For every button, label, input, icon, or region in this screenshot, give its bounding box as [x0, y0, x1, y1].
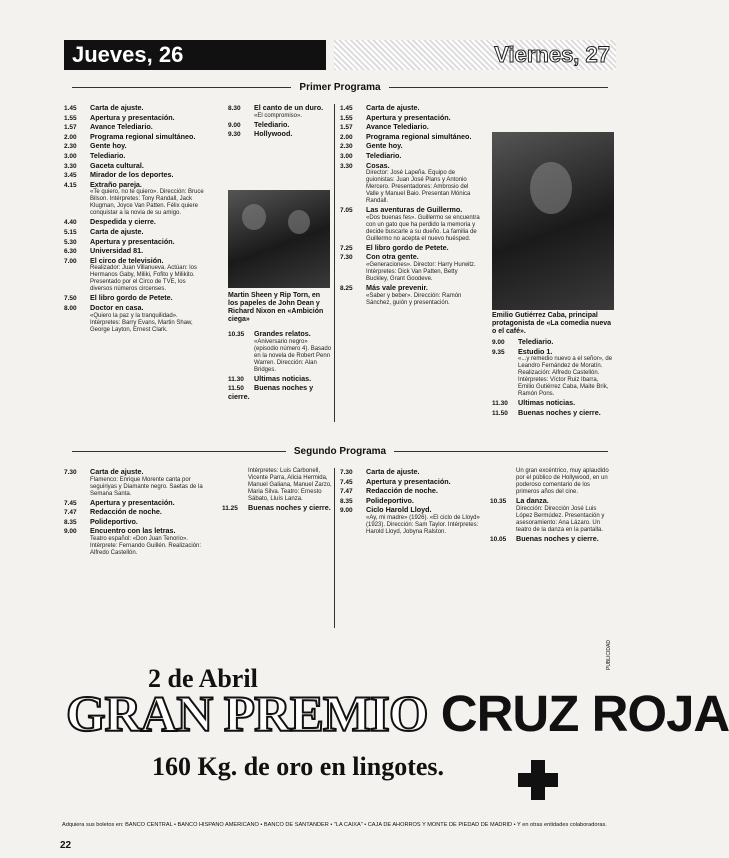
program-time: 2.00 — [340, 133, 353, 141]
program-time: 11.50 — [492, 409, 508, 417]
program-title: Ciclo Harold Lloyd. — [366, 505, 432, 515]
program-time: 9.00 — [64, 528, 77, 536]
program-time: 8.25 — [340, 284, 353, 292]
program-time: 8.30 — [228, 105, 241, 112]
program-entry — [64, 238, 204, 247]
program-time: 7.05 — [340, 207, 353, 215]
program-title: El circo de televisión. — [90, 255, 164, 265]
program-time: 11.30 — [492, 400, 508, 408]
band-first-program — [64, 78, 616, 96]
program-title: Ultimas noticias. — [518, 398, 576, 408]
program-time: 11.50 — [228, 385, 244, 393]
program-entry — [64, 133, 204, 142]
photo-ambicion-ciega-caption: Martin Sheen y Rip Torn, en los papeles de John Dean y Richard Nixon en «Ambición ciega» — [228, 292, 324, 323]
program-entry — [64, 162, 204, 171]
program-title: El canto de un duro. — [254, 103, 324, 112]
program-entry — [492, 338, 616, 347]
day-header-friday: Viernes, 27 — [334, 40, 616, 70]
program-description: Flamenco: Enrique Morente canta por seguiriyas y Diamante negro. Saetas de la Semana Santa. — [90, 476, 203, 497]
program-time: 1.57 — [64, 124, 77, 132]
program-title: Redacción de noche. — [90, 507, 162, 517]
program-entry — [228, 330, 332, 374]
program-time: 7.00 — [64, 257, 77, 265]
program-entry — [64, 114, 204, 123]
program-title: Telediario. — [518, 337, 554, 346]
program-time: 2.30 — [64, 143, 77, 151]
program-description: Director: José Lapeña. Equipo de guionistas: Juan José Plans y Antonio Mercero. Presentadores: Ambrosio del Valle y Manuel Baio. Presentan Mónica Randall. — [366, 170, 471, 205]
program-title: Universidad 81. — [90, 246, 144, 256]
program-title: Mirador de los deportes. — [90, 170, 174, 180]
program-title: Carta de ajuste. — [90, 467, 144, 476]
program-entry — [64, 527, 214, 557]
program-entry — [64, 152, 204, 161]
program-entry — [340, 468, 480, 477]
program-time: 3.30 — [340, 162, 353, 170]
program-entry — [64, 468, 214, 498]
program-entry — [64, 294, 204, 303]
program-time: 2.00 — [64, 133, 77, 141]
program-time: 1.55 — [64, 114, 77, 122]
program-entry — [228, 130, 332, 139]
thursday-first-program-col1 — [64, 104, 204, 335]
program-entry — [340, 104, 480, 113]
program-time: 6.30 — [64, 248, 77, 256]
ad-date: 2 de Abril — [148, 664, 258, 693]
program-entry — [490, 535, 614, 544]
program-entry — [340, 284, 480, 307]
program-title: Buenas noches y cierre. — [248, 503, 331, 512]
program-description: Teatro español: «Don Juan Tenorio». Intérprete: Fernando Guillén. Realización: Alfredo Castellón. — [90, 535, 202, 556]
band-second-program — [64, 442, 616, 460]
program-title: Buenas noches y cierre. — [228, 383, 314, 401]
program-title: La danza. — [516, 496, 549, 505]
program-entry — [340, 478, 480, 487]
program-title: Buenas noches y cierre. — [518, 407, 601, 417]
program-entry — [228, 375, 332, 384]
program-entry — [492, 409, 616, 418]
program-entry — [64, 257, 204, 294]
program-title: Gente hoy. — [90, 141, 127, 151]
program-time: 2.30 — [340, 143, 353, 151]
program-title: Polideportivo. — [90, 516, 138, 526]
program-entry — [340, 162, 480, 206]
program-entry — [492, 399, 616, 408]
ad-headline — [66, 684, 729, 744]
program-description: Un gran excéntrico, muy aplaudido por el público de Hollywood, en un poderoso comentario de los primeros años del cine. — [516, 468, 609, 495]
program-time: 3.00 — [64, 152, 77, 160]
program-title: Apertura y presentación. — [90, 236, 175, 246]
program-time: 8.35 — [340, 497, 353, 505]
program-title: Ultimas noticias. — [254, 373, 312, 383]
program-title: Doctor en casa. — [90, 302, 144, 312]
program-description: «Aniversario negro» (episodio número 4). Basado en la novela de Robert Penn Warren. Dirección: Alan Bridges. — [254, 338, 332, 373]
program-title: Telediario. — [366, 150, 402, 160]
thursday-second-program-col2 — [222, 468, 332, 514]
program-time: 7.25 — [340, 244, 353, 252]
program-title: Redacción de noche. — [366, 486, 438, 496]
thursday-first-program-col2-top — [228, 104, 332, 140]
program-entry — [64, 304, 204, 334]
program-title: Apertura y presentación. — [366, 112, 451, 122]
program-entry — [340, 152, 480, 161]
program-time: 3.00 — [340, 152, 353, 160]
program-entry — [64, 104, 204, 113]
program-title: Apertura y presentación. — [366, 476, 451, 486]
thursday-second-program-col1 — [64, 468, 214, 558]
program-time: 9.35 — [492, 348, 505, 356]
program-entry — [340, 487, 480, 496]
band-first-label: Primer Programa — [299, 81, 381, 93]
program-time: 1.45 — [64, 105, 77, 112]
program-time: 10.35 — [228, 331, 245, 338]
program-entry — [228, 121, 332, 130]
program-entry — [222, 468, 332, 503]
program-title: Gente hoy. — [366, 141, 403, 151]
program-time: 7.45 — [64, 499, 77, 507]
program-entry — [64, 218, 204, 227]
program-description: Dirección: Dirección José Luis López Bermúdez. Presentación y asesoramiento: Ana Lázaro. Un teatro de la danza en la pantalla. — [516, 505, 605, 533]
program-entry — [64, 518, 214, 527]
program-title: Hollywood. — [254, 129, 293, 139]
program-title: Carta de ajuste. — [366, 103, 420, 112]
friday-first-program-col1 — [340, 104, 480, 308]
program-title: Extraño pareja. — [90, 179, 142, 189]
program-time: 5.15 — [64, 228, 77, 236]
program-title: Apertura y presentación. — [90, 497, 175, 507]
program-entry — [490, 468, 614, 496]
red-cross-icon — [518, 760, 558, 800]
program-title: Programa regional simultáneo. — [366, 131, 472, 141]
side-label: PUBLICIDAD — [606, 640, 612, 671]
program-entry — [340, 253, 480, 283]
program-time: 5.30 — [64, 238, 77, 246]
program-title: Con otra gente. — [366, 252, 419, 262]
program-entry — [64, 171, 204, 180]
program-time: 10.05 — [490, 535, 507, 543]
program-title: Las aventuras de Guillermo. — [366, 205, 463, 215]
program-description: «...y remedio nuevo a el señor», de Leandro Fernández de Moratín. Realización: Alfredo Castellón. Intérpretes: Víctor Ruiz Ibarra, Emilio Gutiérrez Caba, Maite Brik, Ramón Pons. — [518, 356, 613, 398]
program-entry — [340, 497, 480, 506]
friday-first-program-col2 — [492, 338, 616, 418]
program-title: Despedida y cierre. — [90, 217, 156, 227]
program-time: 1.45 — [340, 105, 353, 112]
program-entry — [340, 123, 480, 132]
program-title: Polideportivo. — [366, 495, 414, 505]
program-entry — [340, 244, 480, 253]
program-description: «Saber y beber». Dirección: Ramón Sánchez, guión y presentación. — [366, 292, 462, 306]
program-description: «El compromiso». — [254, 112, 303, 119]
program-entry — [490, 497, 614, 534]
program-time: 7.30 — [64, 469, 77, 476]
program-description: «Quiero la paz y la tranquilidad». Intérpretes: Barry Evans, Martin Shaw, George Layton, Ernest Clark. — [90, 312, 193, 333]
program-time: 8.35 — [64, 518, 77, 526]
program-time: 4.40 — [64, 219, 77, 227]
column-divider-second — [334, 468, 335, 628]
program-description: «Te quiero, no te quiero». Dirección: Bruce Bilson. Intérpretes: Tony Randall, Jack Klugman, Joyce Van Patten. Félix quiere conquistar a la novia de su amigo. — [90, 189, 204, 217]
program-time: 8.00 — [64, 304, 77, 312]
program-entry — [64, 181, 204, 218]
photo-emilio-caption: Emilio Gutiérrez Caba, principal protagonista de «La comedia nueva o el café». — [492, 312, 612, 335]
thursday-first-program-col2-bottom — [228, 330, 332, 402]
program-entry — [340, 506, 480, 536]
ad-headline-solid: CRUZ ROJA — [440, 685, 729, 742]
program-title: El libro gordo de Petete. — [90, 293, 173, 303]
band-second-label: Segundo Programa — [293, 445, 387, 457]
program-title: Telediario. — [254, 119, 290, 129]
program-title: Buenas noches y cierre. — [516, 533, 599, 543]
page-number: 22 — [60, 840, 72, 851]
program-time: 7.45 — [340, 478, 353, 486]
ad-footer-note: Adquiera sus boletos en: BANCO CENTRAL • BANCO HISPANO AMERICANO • BANCO DE SANTANDER • "LA CAIXA" • CAJA DE AHORROS Y MONTE DE PIEDAD DE MADRID • Y en otras entidades colaboradoras. — [62, 822, 607, 828]
program-title: Carta de ajuste. — [90, 103, 144, 112]
program-entry — [492, 348, 616, 399]
program-time: 9.00 — [492, 339, 505, 346]
program-time: 1.57 — [340, 124, 353, 132]
program-time: 9.30 — [228, 131, 241, 139]
program-time: 11.30 — [228, 375, 244, 383]
program-time: 3.30 — [64, 162, 77, 170]
program-entry — [64, 228, 204, 237]
program-entry — [64, 247, 204, 256]
program-entry — [64, 508, 214, 517]
photo-emilio-gutierrez-caba — [492, 132, 614, 310]
program-time: 7.47 — [64, 509, 77, 517]
program-title: Carta de ajuste. — [90, 226, 144, 236]
day-header-thursday: Jueves, 26 — [64, 40, 326, 70]
program-title: Encuentro con las letras. — [90, 526, 176, 536]
program-title: Gaceta cultural. — [90, 160, 144, 170]
program-description: «Generaciones». Director: Harry Hurwitz. Intérpretes: Dick Van Patten, Betty Buckley, Grant Goodeve. — [366, 261, 476, 282]
program-title: Más vale prevenir. — [366, 282, 428, 292]
program-description: Realizador: Juan Villanueva. Actúan: los Hermanos Gaby, Miliki, Fofito y Milikito. Presentado por el Circo de TVE, los diversos números circenses. — [90, 265, 197, 293]
program-description: «Ay, mi madre» (1926). «El ciclo de Lloyd» (1923). Dirección: Sam Taylor. Intérpretes: Harold Lloyd, Jobyna Ralston. — [366, 514, 480, 535]
program-title: Estudio 1. — [518, 346, 553, 356]
program-entry — [340, 133, 480, 142]
program-title: Telediario. — [90, 150, 126, 160]
program-title: Apertura y presentación. — [90, 112, 175, 122]
ad-headline-outline: GRAN PREMIO — [66, 687, 428, 743]
program-title: Avance Telediario. — [366, 122, 429, 132]
column-divider — [334, 104, 335, 422]
program-title: Cosas. — [366, 160, 390, 170]
program-title: Avance Telediario. — [90, 122, 153, 132]
program-time: 10.35 — [490, 498, 507, 505]
program-time: 7.47 — [340, 488, 353, 496]
program-entry — [64, 123, 204, 132]
program-entry — [228, 104, 332, 120]
program-time: 11.25 — [222, 505, 238, 512]
program-time: 4.15 — [64, 181, 77, 189]
friday-second-program-col1 — [340, 468, 480, 537]
program-time: 7.30 — [340, 254, 353, 262]
program-entry — [340, 206, 480, 243]
program-entry — [64, 499, 214, 508]
program-title: Carta de ajuste. — [366, 467, 420, 476]
program-title: Programa regional simultáneo. — [90, 131, 196, 141]
program-time: 3.45 — [64, 172, 77, 180]
program-title: Grandes relatos. — [254, 329, 311, 338]
ad-subheadline: 160 Kg. de oro en lingotes. — [152, 752, 445, 781]
program-time: 7.50 — [64, 295, 77, 303]
program-time: 9.00 — [228, 121, 241, 129]
program-time: 9.00 — [340, 507, 353, 515]
program-entry — [340, 114, 480, 123]
program-entry — [228, 384, 332, 401]
program-title: El libro gordo de Petete. — [366, 242, 449, 252]
program-time: 7.30 — [340, 469, 353, 476]
program-time: 1.55 — [340, 114, 353, 122]
program-entry — [64, 142, 204, 151]
friday-second-program-col2 — [490, 468, 614, 544]
program-description: Intérpretes: Luis Carbonell, Vicente Parra, Alicia Hermida, Manuel Galiana, Manuel Zarzo, Maria Silva. Teatro: Ernesto Sábato, Lluís Lanza. — [248, 468, 332, 502]
photo-ambicion-ciega — [228, 190, 330, 288]
program-entry — [340, 142, 480, 151]
program-entry — [222, 504, 332, 513]
program-description: «Dos buenas fes». Guillermo se encuentra con un gato que ha perdido la memoria y decide buscarle a su dueño. La familia de Guillermo no acepta el nuevo huésped. — [366, 214, 480, 242]
